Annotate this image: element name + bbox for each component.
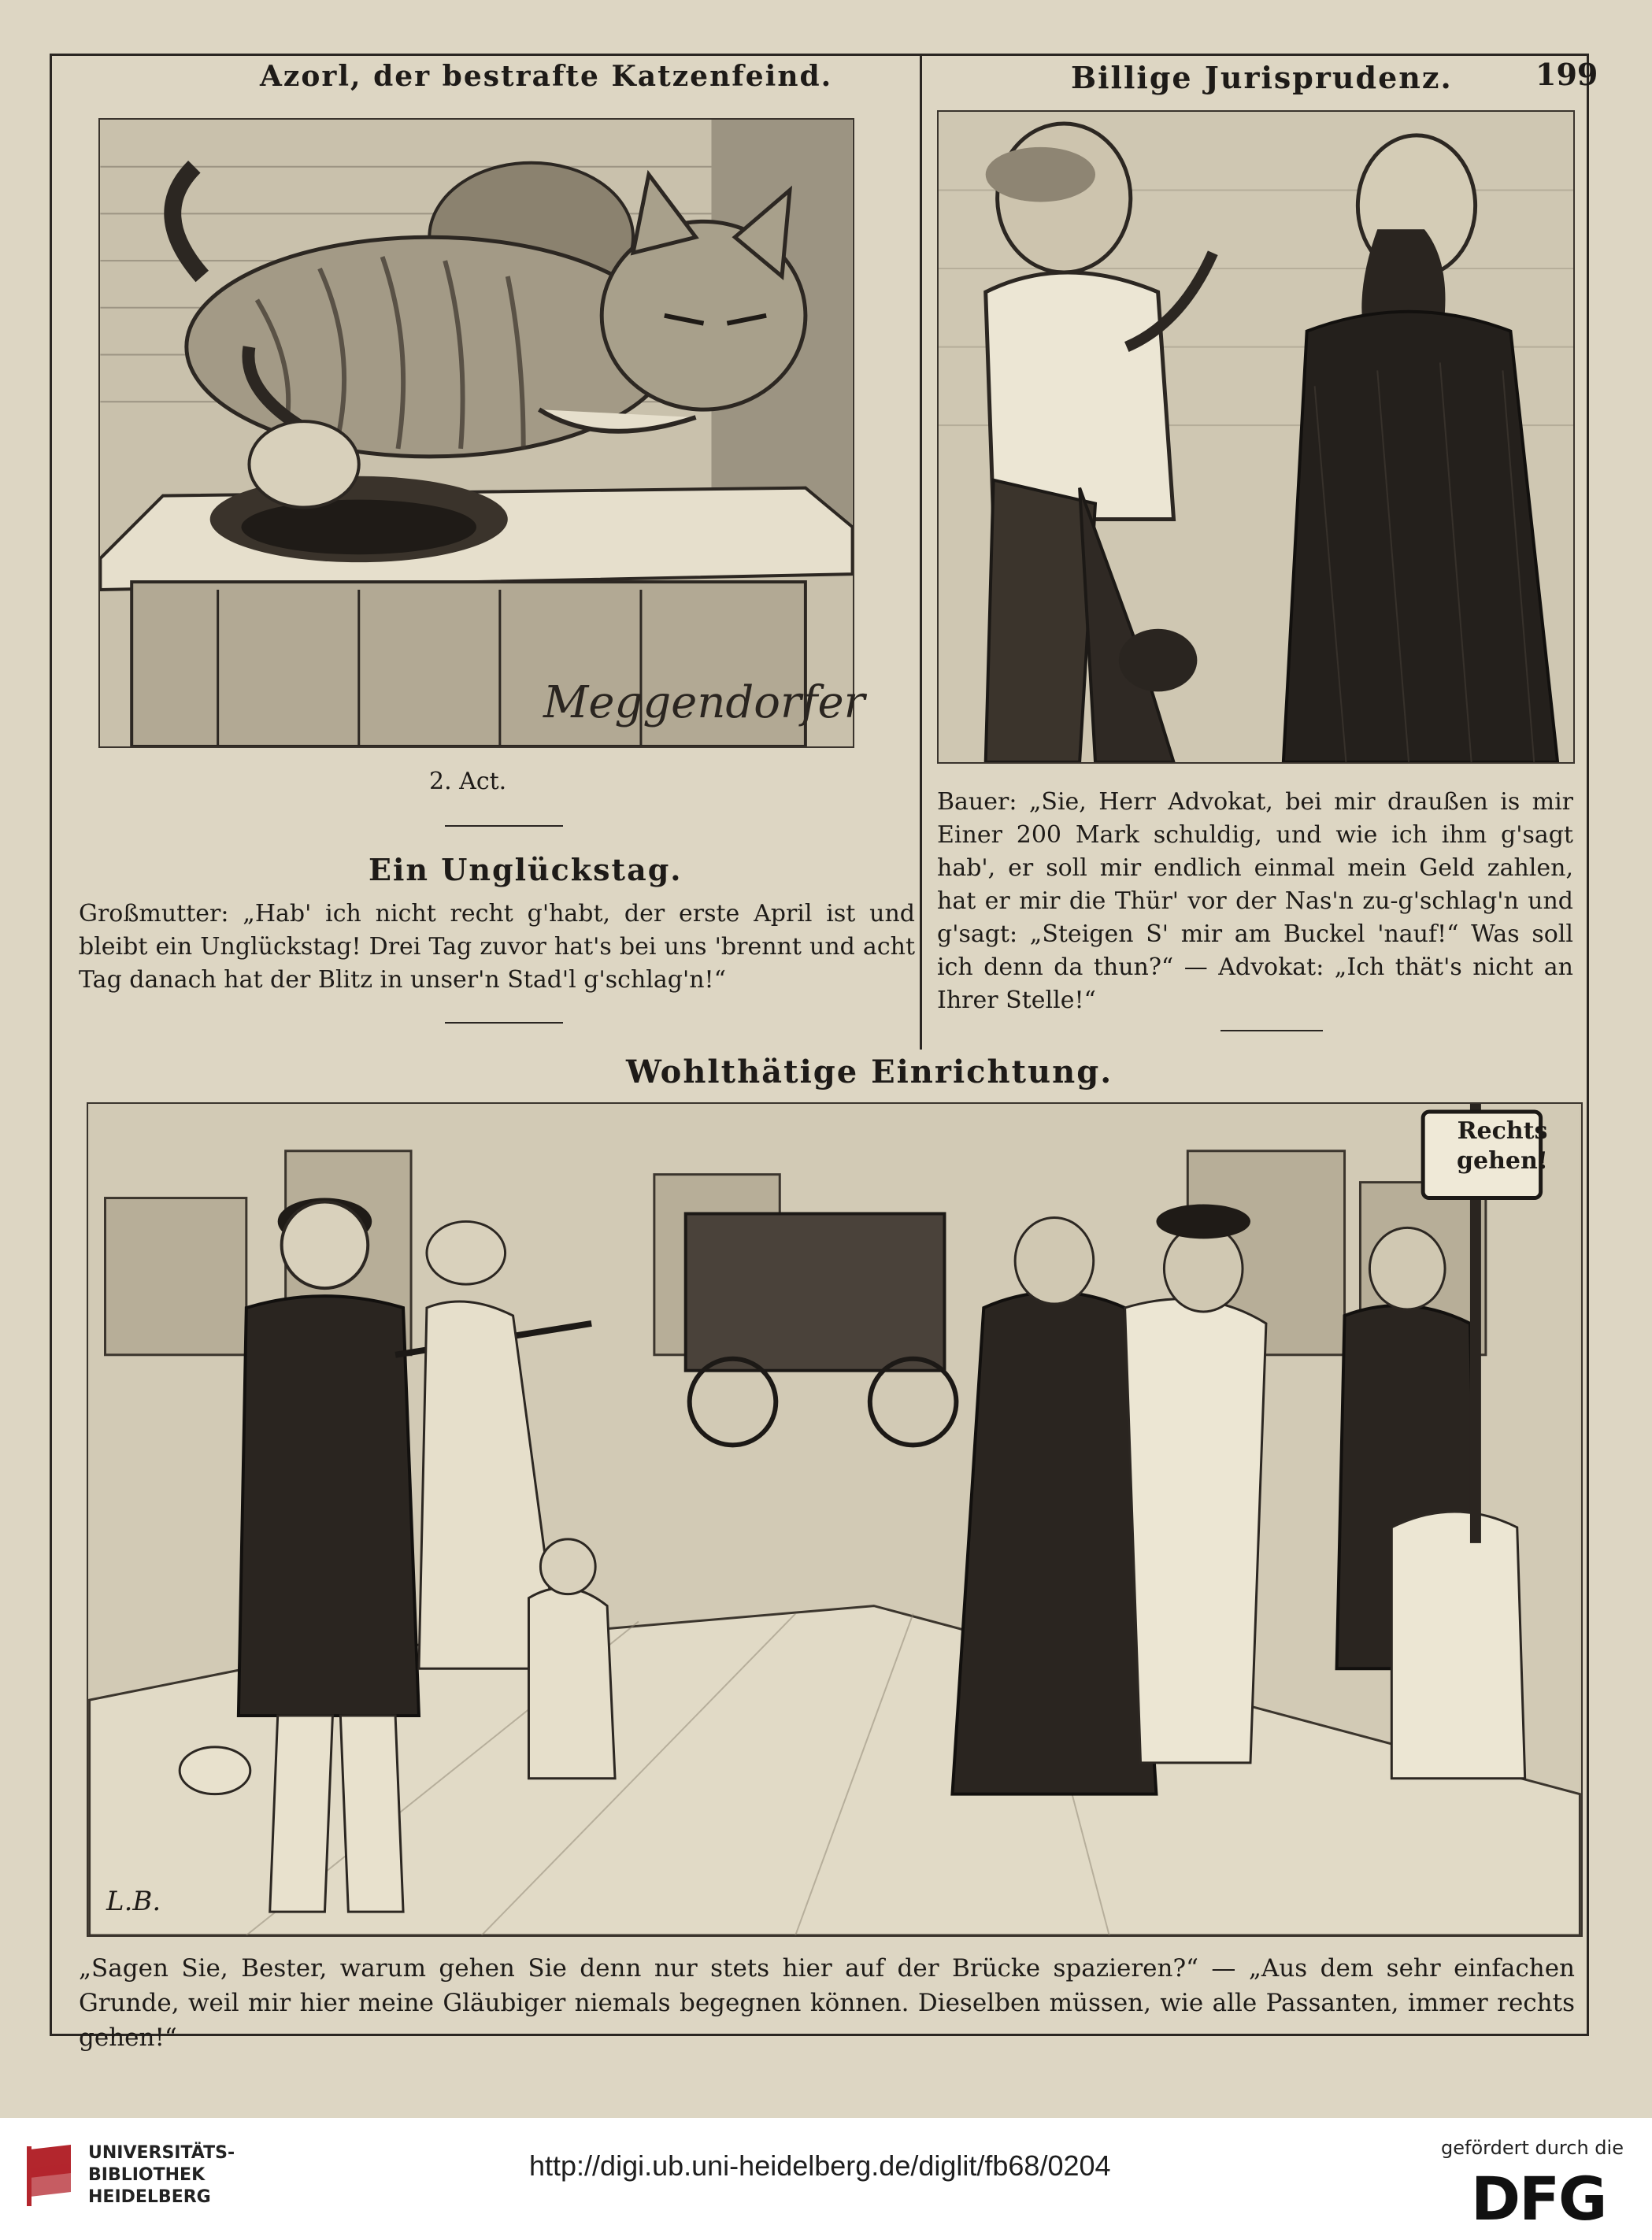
digitization-url-link[interactable]: http://digi.ub.uni-heidelberg.de/diglit/fb68/0204 bbox=[529, 2149, 1111, 2182]
rechts-gehen-sign: Rechts gehen! bbox=[1457, 1117, 1548, 1175]
library-name-line2: BIBLIOTHEK bbox=[88, 2165, 206, 2185]
artist-initials: L.B. bbox=[106, 1886, 161, 1917]
artist-signature: Meggendorfer bbox=[543, 677, 865, 728]
lawyer-drawing bbox=[939, 112, 1573, 762]
bridge-illustration bbox=[87, 1102, 1583, 1937]
ungluckstag-text: Großmutter: „Hab' ich nicht recht g'habt, der erste April ist und bleibt ein Unglückstag! Drei Tag zuvor hat's bei uns 'brennt und acht Tag danach hat der Blitz in unser'n Stad'l g'schlag'n!“ bbox=[79, 900, 915, 994]
library-name-line1: UNIVERSITÄTS- bbox=[88, 2143, 235, 2163]
dfg-logo: DFG bbox=[1471, 2164, 1606, 2234]
page-number: 199 bbox=[1535, 57, 1598, 92]
jurisprudenz-title: Billige Jurisprudenz. bbox=[1071, 60, 1453, 95]
lawyer-illustration bbox=[937, 110, 1575, 764]
cat-comic-title: Azorl, der bestrafte Katzenfeind. bbox=[260, 60, 833, 93]
cat-comic-caption: 2. Act. bbox=[429, 768, 507, 795]
einrichtung-title: Wohlthätige Einrichtung. bbox=[626, 1053, 1113, 1090]
library-name-line3: HEIDELBERG bbox=[88, 2187, 211, 2207]
cat-illustration bbox=[98, 118, 854, 748]
ungluckstag-title: Ein Unglückstag. bbox=[369, 852, 683, 887]
separator-rule bbox=[1220, 1030, 1323, 1031]
funded-by-text: gefördert durch die bbox=[1441, 2137, 1624, 2159]
einrichtung-caption: „Sagen Sie, Bester, warum gehen Sie denn nur stets hier auf der Brücke spazieren?“ — „Aus dem sehr einfachen Grunde, weil mir hier meine Gläubiger niemals begegnen können. Dieselben müssen, wie alle Passanten, immer rechts gehen!“ bbox=[79, 1954, 1575, 2052]
library-footer bbox=[0, 2118, 1652, 2240]
university-library-logo-icon bbox=[22, 2142, 79, 2206]
separator-rule bbox=[445, 825, 563, 827]
cat-drawing bbox=[100, 120, 853, 746]
bridge-drawing bbox=[88, 1104, 1581, 1935]
separator-rule bbox=[445, 1022, 563, 1024]
jurisprudenz-text: Bauer: „Sie, Herr Advokat, bei mir draußen is mir Einer 200 Mark schuldig, und wie ich ihm g'sagt hab', er soll mir endlich einmal mein Geld zahlen, hat er mir die Thür' vor der Nas'n zu-g'schlag'n und g'sagt: „Steigen S' mir am Buckel 'nauf!“ Was soll ich denn da thun?“ — Advokat: „Ich thät's nicht an Ihrer Stelle!“ bbox=[937, 788, 1573, 1014]
column-divider bbox=[920, 54, 922, 1050]
